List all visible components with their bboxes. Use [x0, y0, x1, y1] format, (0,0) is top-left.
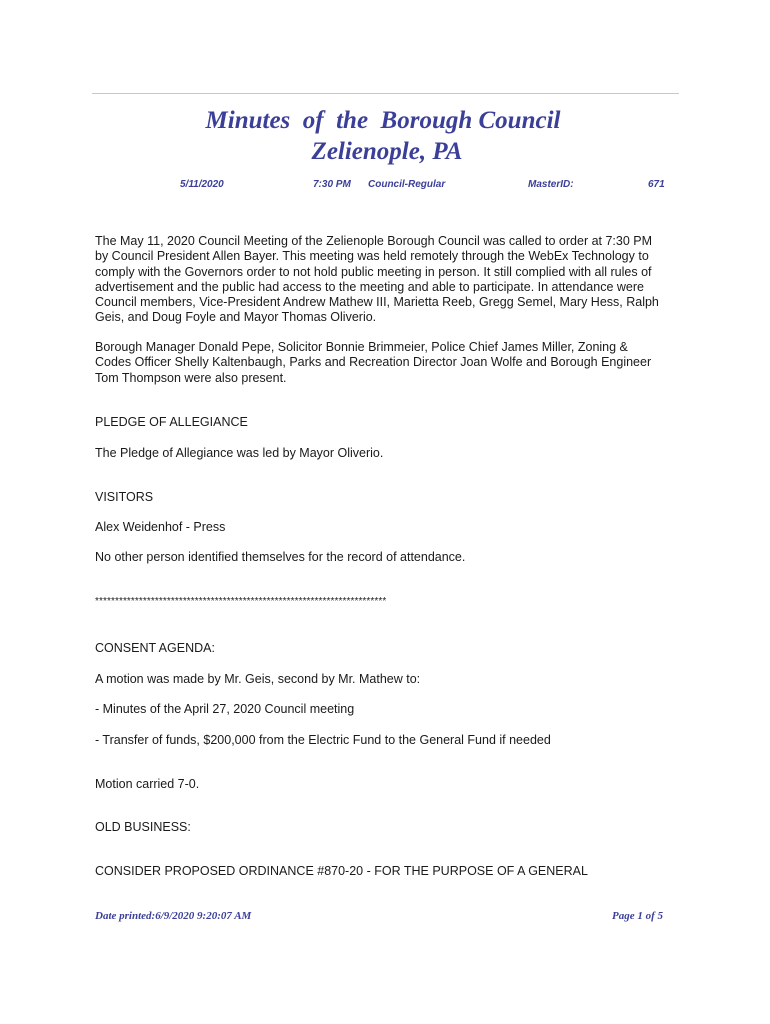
header-divider [92, 93, 679, 94]
text-line: by Council President Allen Bayer. This meeting was held remotely through the WebEx Technology to [95, 249, 649, 264]
text-line: Borough Manager Donald Pepe, Solicitor Bonnie Brimmeier, Police Chief James Miller, Zoning & [95, 340, 628, 354]
consent-motion: A motion was made by Mr. Geis, second by Mr. Mathew to: [95, 672, 421, 686]
present-paragraph [95, 340, 675, 386]
old-business-heading: OLD BUSINESS: [95, 820, 191, 834]
visitors-note: No other person identified themselves for the record of attendance. [95, 550, 466, 564]
text-line: advertisement and the public had access to the meeting and able to participate. In attendance were [95, 279, 644, 294]
consent-heading: CONSENT AGENDA: [95, 641, 215, 655]
document-subtitle: Zelienople, PA [311, 138, 463, 165]
text-line: Council members, Vice-President Andrew Mathew III, Marietta Reeb, Gregg Semel, Mary Hess, Ralph [95, 295, 659, 310]
pledge-heading: PLEDGE OF ALLEGIANCE [95, 415, 248, 429]
text-line: comply with the Governors order to not hold public meeting in person. It still complied with all rules of [95, 264, 652, 279]
consent-result: Motion carried 7-0. [95, 777, 200, 791]
meeting-date: 5/11/2020 [180, 179, 224, 190]
consent-item: - Minutes of the April 27, 2020 Council meeting [95, 702, 355, 716]
master-id-value: 671 [648, 179, 665, 190]
text-line: Codes Officer Shelly Kaltenbaugh, Parks and Recreation Director Joan Wolfe and Borough Engineer [95, 355, 652, 370]
meeting-type: Council-Regular [368, 179, 446, 190]
intro-paragraph [95, 234, 675, 326]
text-line: Geis, and Doug Foyle and Mayor Thomas Oliverio. [95, 310, 377, 325]
consent-item: - Transfer of funds, $200,000 from the Electric Fund to the General Fund if needed [95, 733, 551, 747]
text-line: The May 11, 2020 Council Meeting of the Zelienople Borough Council was called to order at 7:30 PM [95, 234, 653, 248]
date-printed: Date printed:6/9/2020 9:20:07 AM [95, 910, 252, 922]
document-title: Minutes of the Borough Council [205, 107, 561, 134]
visitors-text: Alex Weidenhof - Press [95, 520, 226, 534]
master-id-label: MasterID: [528, 179, 574, 190]
page-number: Page 1 of 5 [612, 910, 664, 922]
ordinance-line: CONSIDER PROPOSED ORDINANCE #870-20 - FOR THE PURPOSE OF A GENERAL [95, 864, 588, 878]
visitors-heading: VISITORS [95, 490, 154, 504]
pledge-text: The Pledge of Allegiance was led by Mayor Oliverio. [95, 446, 384, 460]
meeting-time: 7:30 PM [313, 179, 351, 190]
text-line: Tom Thompson were also present. [95, 370, 287, 385]
separator-line: ************************************************************************* [95, 596, 387, 607]
